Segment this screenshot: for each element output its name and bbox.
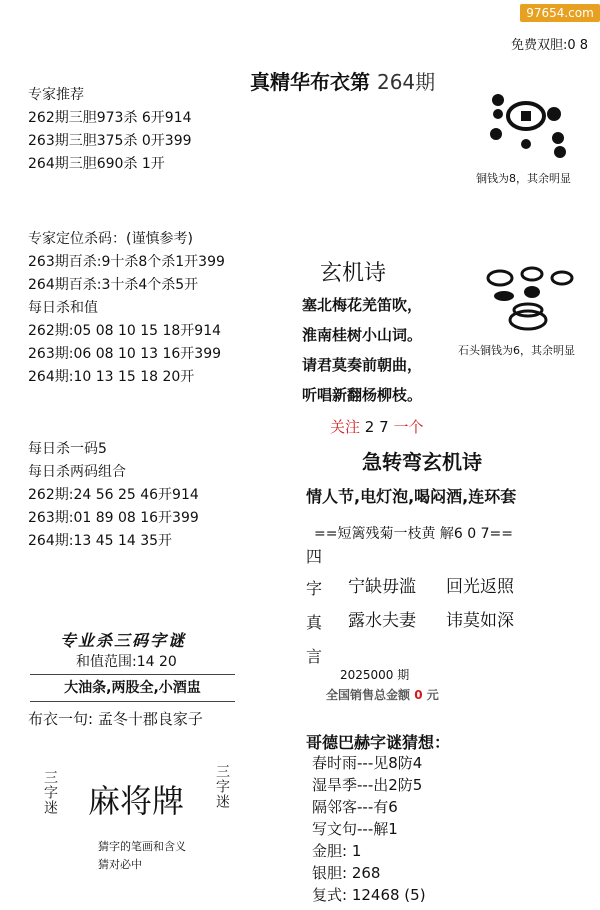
- goldbach-line: 银胆: 268: [312, 864, 381, 882]
- four-char-label: 字: [306, 579, 323, 598]
- pro-range: 和值范围:14 20: [76, 654, 177, 670]
- goldbach-line: 金胆: 1: [312, 842, 362, 860]
- one-code: 每日杀一码5: [28, 441, 107, 457]
- poem-line: 淮南桂树小山词。: [302, 326, 423, 344]
- goldbach-line: 写文句---解1: [312, 820, 398, 838]
- stone-coin-note: 石头铜钱为6，其余明显: [458, 344, 575, 357]
- jizhuan-title: 急转弯玄机诗: [362, 450, 482, 474]
- idiom: 讳莫如深: [446, 611, 514, 631]
- daily-kill-line: 264期:10 13 15 18 20开: [28, 369, 195, 385]
- pro-riddle-box: 大油条,两股全,小酒盅: [30, 674, 235, 702]
- guess-note: 猜字的笔画和含义: [98, 840, 186, 853]
- xuanji-title: 玄机诗: [320, 261, 387, 286]
- two-code-line: 264期:13 45 14 35开: [28, 533, 173, 549]
- sales-line: [326, 686, 439, 703]
- sales-unit: 元: [426, 688, 439, 702]
- expert-line: 262期三胆973杀 6开914: [28, 110, 192, 126]
- idiom: 宁缺毋滥: [348, 577, 416, 597]
- period-number: 2025000 期: [340, 668, 410, 682]
- four-char-label: 言: [306, 647, 323, 666]
- two-code-line: 263期:01 89 08 16开399: [28, 510, 199, 526]
- stone-coin-image: [484, 266, 576, 334]
- site-watermark: 97654.com: [520, 4, 600, 22]
- guess-note: 猜对必中: [98, 858, 142, 871]
- focus-suffix: 一个: [393, 418, 424, 436]
- goldbach-line: 复式: 12468 (5): [312, 886, 426, 904]
- mahjong-riddle: 麻将牌: [88, 782, 185, 820]
- two-code-line: 262期:24 56 25 46开914: [28, 487, 199, 503]
- daily-kill-line: 262期:05 08 10 15 18开914: [28, 323, 222, 339]
- sales-value: 0: [414, 688, 423, 702]
- expert-line: 264期三胆690杀 1开: [28, 156, 165, 172]
- position-section: [28, 228, 225, 389]
- idiom: 回光返照: [446, 577, 514, 597]
- daily-kill-label: 每日杀和值: [28, 300, 98, 316]
- poem-line: 听唱新翻杨柳枝。: [302, 386, 423, 404]
- three-char-riddle-right: 三字迷: [214, 764, 230, 809]
- buyi-line: 布衣一句: 孟冬十郡良家子: [28, 710, 203, 728]
- position-line: 263期百杀:9十杀8个杀1开399: [28, 254, 225, 270]
- goldbach-list: [312, 752, 426, 906]
- two-code-label: 每日杀两码组合: [28, 464, 126, 480]
- goldbach-line: 湿旱季---出2防5: [312, 776, 423, 794]
- focus-line: [330, 416, 423, 437]
- idiom: 露水夫妻: [348, 611, 416, 631]
- four-char-label: 四: [306, 547, 323, 566]
- title-issue: 264期: [376, 70, 436, 94]
- poem-line: 请君莫奏前朝曲，: [302, 356, 423, 374]
- poem-line: 塞北梅花羌笛吹，: [302, 296, 423, 314]
- free-double-code: 免费双胆:0 8: [510, 38, 588, 53]
- title-text: 真精华布衣第: [250, 70, 370, 94]
- coin-note: 铜钱为8，其余明显: [476, 172, 571, 185]
- focus-label: 关注: [330, 418, 361, 436]
- expert-line: 263期三胆375杀 0开399: [28, 133, 192, 149]
- double-line-riddle: ==短篱残菊一枝黄 解6 0 7==: [314, 526, 513, 542]
- expert-section: [28, 84, 192, 176]
- riddle-four: 情人节,电灯泡,喝闷酒,连环套: [306, 487, 517, 506]
- page-title: [250, 66, 435, 95]
- goldbach-line: 隔邻客---有6: [312, 798, 398, 816]
- daily-code-section: [28, 438, 199, 553]
- goldbach-line: 春时雨---见8防4: [312, 754, 423, 772]
- goldbach-title: 哥德巴赫字谜猜想：: [306, 733, 451, 752]
- coin-pattern-image: [486, 90, 570, 166]
- xuanji-poem: [302, 290, 422, 410]
- expert-label: 专家推荐: [28, 87, 84, 103]
- pro-riddle-title: 专业杀三码字谜: [60, 631, 187, 650]
- sales-label: 全国销售总金额: [326, 688, 411, 702]
- four-char-label: 真: [306, 613, 323, 632]
- daily-kill-line: 263期:06 08 10 13 16开399: [28, 346, 222, 362]
- three-char-riddle-left: 三字迷: [42, 770, 58, 815]
- focus-value: 2 7: [364, 418, 389, 436]
- position-label: 专家定位杀码：(谨慎参考): [28, 231, 193, 247]
- position-line: 264期百杀:3十杀4个杀5开: [28, 277, 199, 293]
